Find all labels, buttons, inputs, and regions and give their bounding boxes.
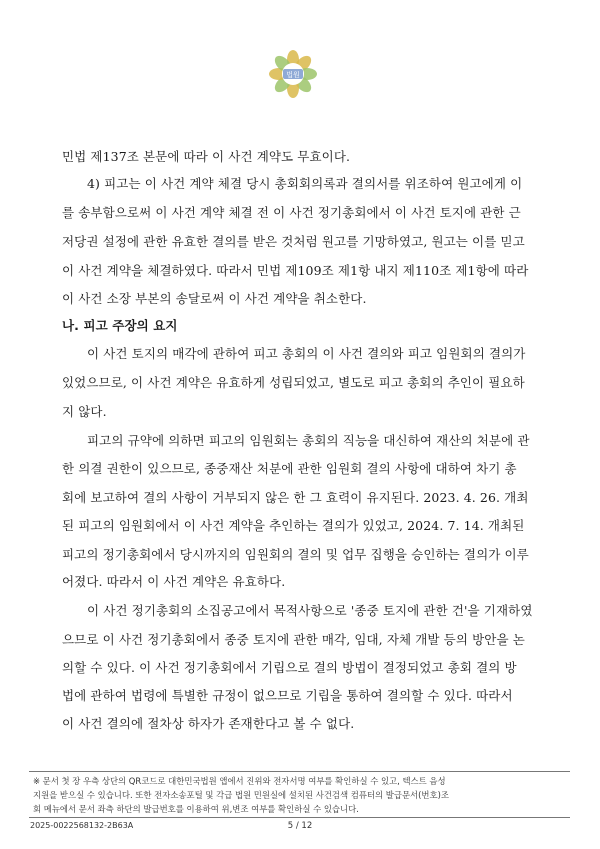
notice-line: ※ 문서 첫 장 우측 상단의 QR코드로 대한민국법원 앱에서 진위와 전자서명 여부를 확인하실 수 있고, 텍스트 음성 — [33, 776, 446, 786]
text-line: 이 사건 정기총회의 소집공고에서 목적사항으로 '종중 토지에 관한 건'을 기재하였 — [87, 603, 533, 618]
text-line: 법에 관하여 법령에 특별한 규정이 없으므로 기립을 통하여 결의할 수 있다. 따라서 — [62, 688, 513, 703]
text-line: 를 송부함으로써 이 사건 계약 체결 전 이 사건 정기총회에서 이 사건 토지에 관한 근 — [62, 205, 521, 220]
text-line: 있었으므로, 이 사건 계약은 유효하게 성립되었고, 별도로 피고 총회의 추인이 필요하 — [62, 375, 525, 390]
text-line: 이 사건 계약을 체결하였다. 따라서 민법 제109조 제1항 내지 제110조 제1항에 따라 — [62, 263, 529, 278]
text-line: 된 피고의 임원회에서 이 사건 계약을 추인하는 결의가 있었고, 2024. 7. 14. 개최된 — [62, 518, 525, 533]
issue-number: 2025-0022568132-2B63A — [30, 821, 134, 830]
text-line: 이 사건 소장 부본의 송달로써 이 사건 계약을 취소한다. — [62, 291, 367, 306]
section-heading: 나. 피고 주장의 요지 — [62, 318, 178, 333]
text-line: 어졌다. 따라서 이 사건 계약은 유효하다. — [62, 574, 286, 589]
verification-notice — [29, 771, 570, 818]
page-number: 5 / 12 — [287, 821, 313, 831]
text-line: 피고의 정기총회에서 당시까지의 임원회의 결의 및 업무 집행을 승인하는 결의가 이루 — [62, 547, 529, 562]
notice-line: 회 메뉴에서 문서 좌측 하단의 발급번호를 이용하여 위,변조 여부를 확인하실 수 있습니다. — [33, 804, 359, 814]
text-line: 회에 보고하여 결의 사항이 거부되지 않은 한 그 효력이 유지된다. 2023. 4. 26. 개최 — [62, 490, 529, 505]
text-line: 이 사건 토지의 매각에 관하여 피고 총회의 이 사건 결의와 피고 임원회의 결의가 — [87, 346, 526, 361]
text-line: 저당권 설정에 관한 유효한 결의를 받은 것처럼 원고를 기망하였고, 원고는 이를 믿고 — [62, 234, 525, 249]
text-line: 의할 수 있다. 이 사건 정기총회에서 기립으로 결의 방법이 결정되었고 총회 결의 방 — [62, 660, 517, 675]
text-line: 으므로 이 사건 정기총회에서 종중 토지에 관한 매각, 임대, 자체 개발 등의 방안을 논 — [62, 632, 525, 647]
notice-line: 지원을 받으실 수 있습니다. 또한 전자소송포털 및 각급 법원 민원실에 설치된 사건검색 컴퓨터의 발급문서(번호)조 — [33, 790, 449, 800]
text-line: 이 사건 결의에 절차상 하자가 존재한다고 볼 수 없다. — [62, 716, 355, 731]
text-line: 지 않다. — [62, 404, 107, 419]
text-line: 한 의결 권한이 있으므로, 종중재산 처분에 관한 임원회 결의 사항에 대하여 차기 총 — [62, 461, 517, 476]
text-line: 민법 제137조 본문에 따라 이 사건 계약도 무효이다. — [62, 149, 351, 164]
svg-text:법원: 법원 — [286, 71, 300, 79]
court-emblem-icon — [265, 47, 321, 103]
text-line: 4) 피고는 이 사건 계약 체결 당시 총회회의록과 결의서를 위조하여 원고에게 이 — [87, 176, 523, 191]
text-line: 피고의 규약에 의하면 피고의 임원회는 총회의 직능을 대신하여 재산의 처분에 관 — [87, 433, 530, 448]
